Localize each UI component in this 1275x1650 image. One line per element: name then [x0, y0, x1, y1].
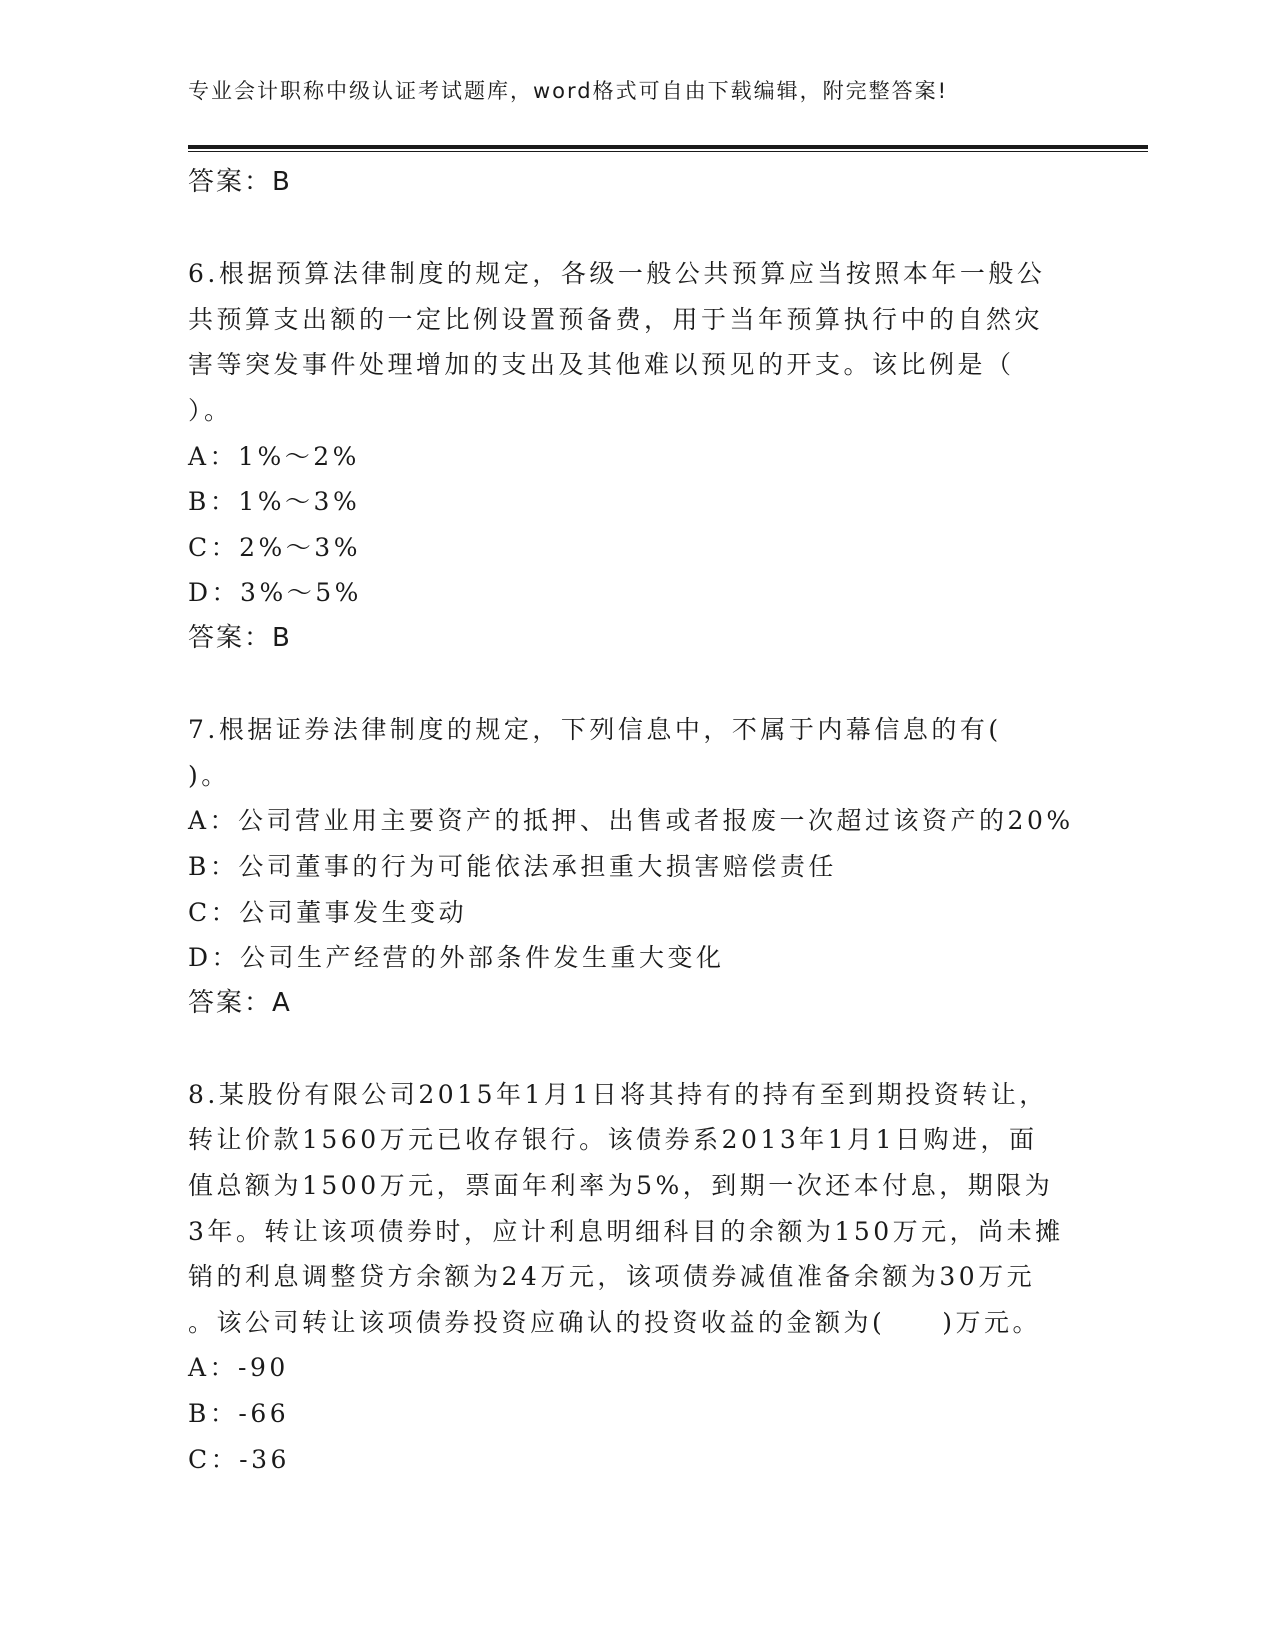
question-6: [188, 251, 1088, 661]
question-7: [188, 707, 1088, 1026]
question-text-line: 7.根据证券法律制度的规定，下列信息中，不属于内幕信息的有(: [188, 715, 1002, 745]
question-text-line: 6.根据预算法律制度的规定，各级一般公共预算应当按照本年一般公: [188, 259, 1046, 289]
option-d: D：3%～5%: [188, 578, 362, 608]
question-text-line: 。该公司转让该项债券投资应确认的投资收益的金额为( )万元。: [188, 1307, 1042, 1337]
page-header: 专业会计职称中级认证考试题库，word格式可自由下载编辑，附完整答案!: [188, 79, 949, 103]
option-a: A：-90: [188, 1353, 289, 1383]
header-rule-thin: [188, 151, 1148, 152]
answer-label: 答案：B: [188, 622, 292, 653]
question-text-line: 值总额为1500万元，票面年利率为5%，到期一次还本付息，期限为: [188, 1171, 1054, 1201]
answer-label: 答案：A: [188, 987, 292, 1018]
question-text-line: ）。: [188, 395, 233, 425]
option-a: A：1%～2%: [188, 441, 360, 471]
option-c: C：2%～3%: [188, 532, 361, 562]
option-c: C：-36: [188, 1444, 290, 1474]
question-text-line: )。: [188, 760, 230, 790]
header-rule-thick: [188, 145, 1148, 149]
option-d: D：公司生产经营的外部条件发生重大变化: [188, 943, 725, 973]
question-text-line: 转让价款1560万元已收存银行。该债券系2013年1月1日购进，面: [188, 1125, 1038, 1155]
option-b: B：公司董事的行为可能依法承担重大损害赔偿责任: [188, 851, 837, 881]
option-b: B：-66: [188, 1399, 290, 1429]
question-8: [188, 1072, 1088, 1482]
option-b: B：1%～3%: [188, 487, 361, 517]
option-a: A：公司营业用主要资产的抵押、出售或者报废一次超过该资产的20%: [188, 806, 1074, 836]
answer-label: 答案：B: [188, 167, 292, 197]
question-text-line: 3年。转让该项债券时，应计利息明细科目的余额为150万元，尚未摊: [188, 1216, 1064, 1246]
question-text-line: 害等突发事件处理增加的支出及其他难以预见的开支。该比例是（: [188, 350, 1015, 380]
option-c: C：公司董事发生变动: [188, 897, 468, 927]
question-text-line: 共预算支出额的一定比例设置预备费，用于当年预算执行中的自然灾: [188, 304, 1044, 334]
question-text-line: 8.某股份有限公司2015年1月1日将其持有的持有至到期投资转让，: [188, 1079, 1048, 1109]
question-text-line: 销的利息调整贷方余额为24万元，该项债券减值准备余额为30万元: [188, 1262, 1036, 1292]
question-content: [188, 160, 1088, 1482]
